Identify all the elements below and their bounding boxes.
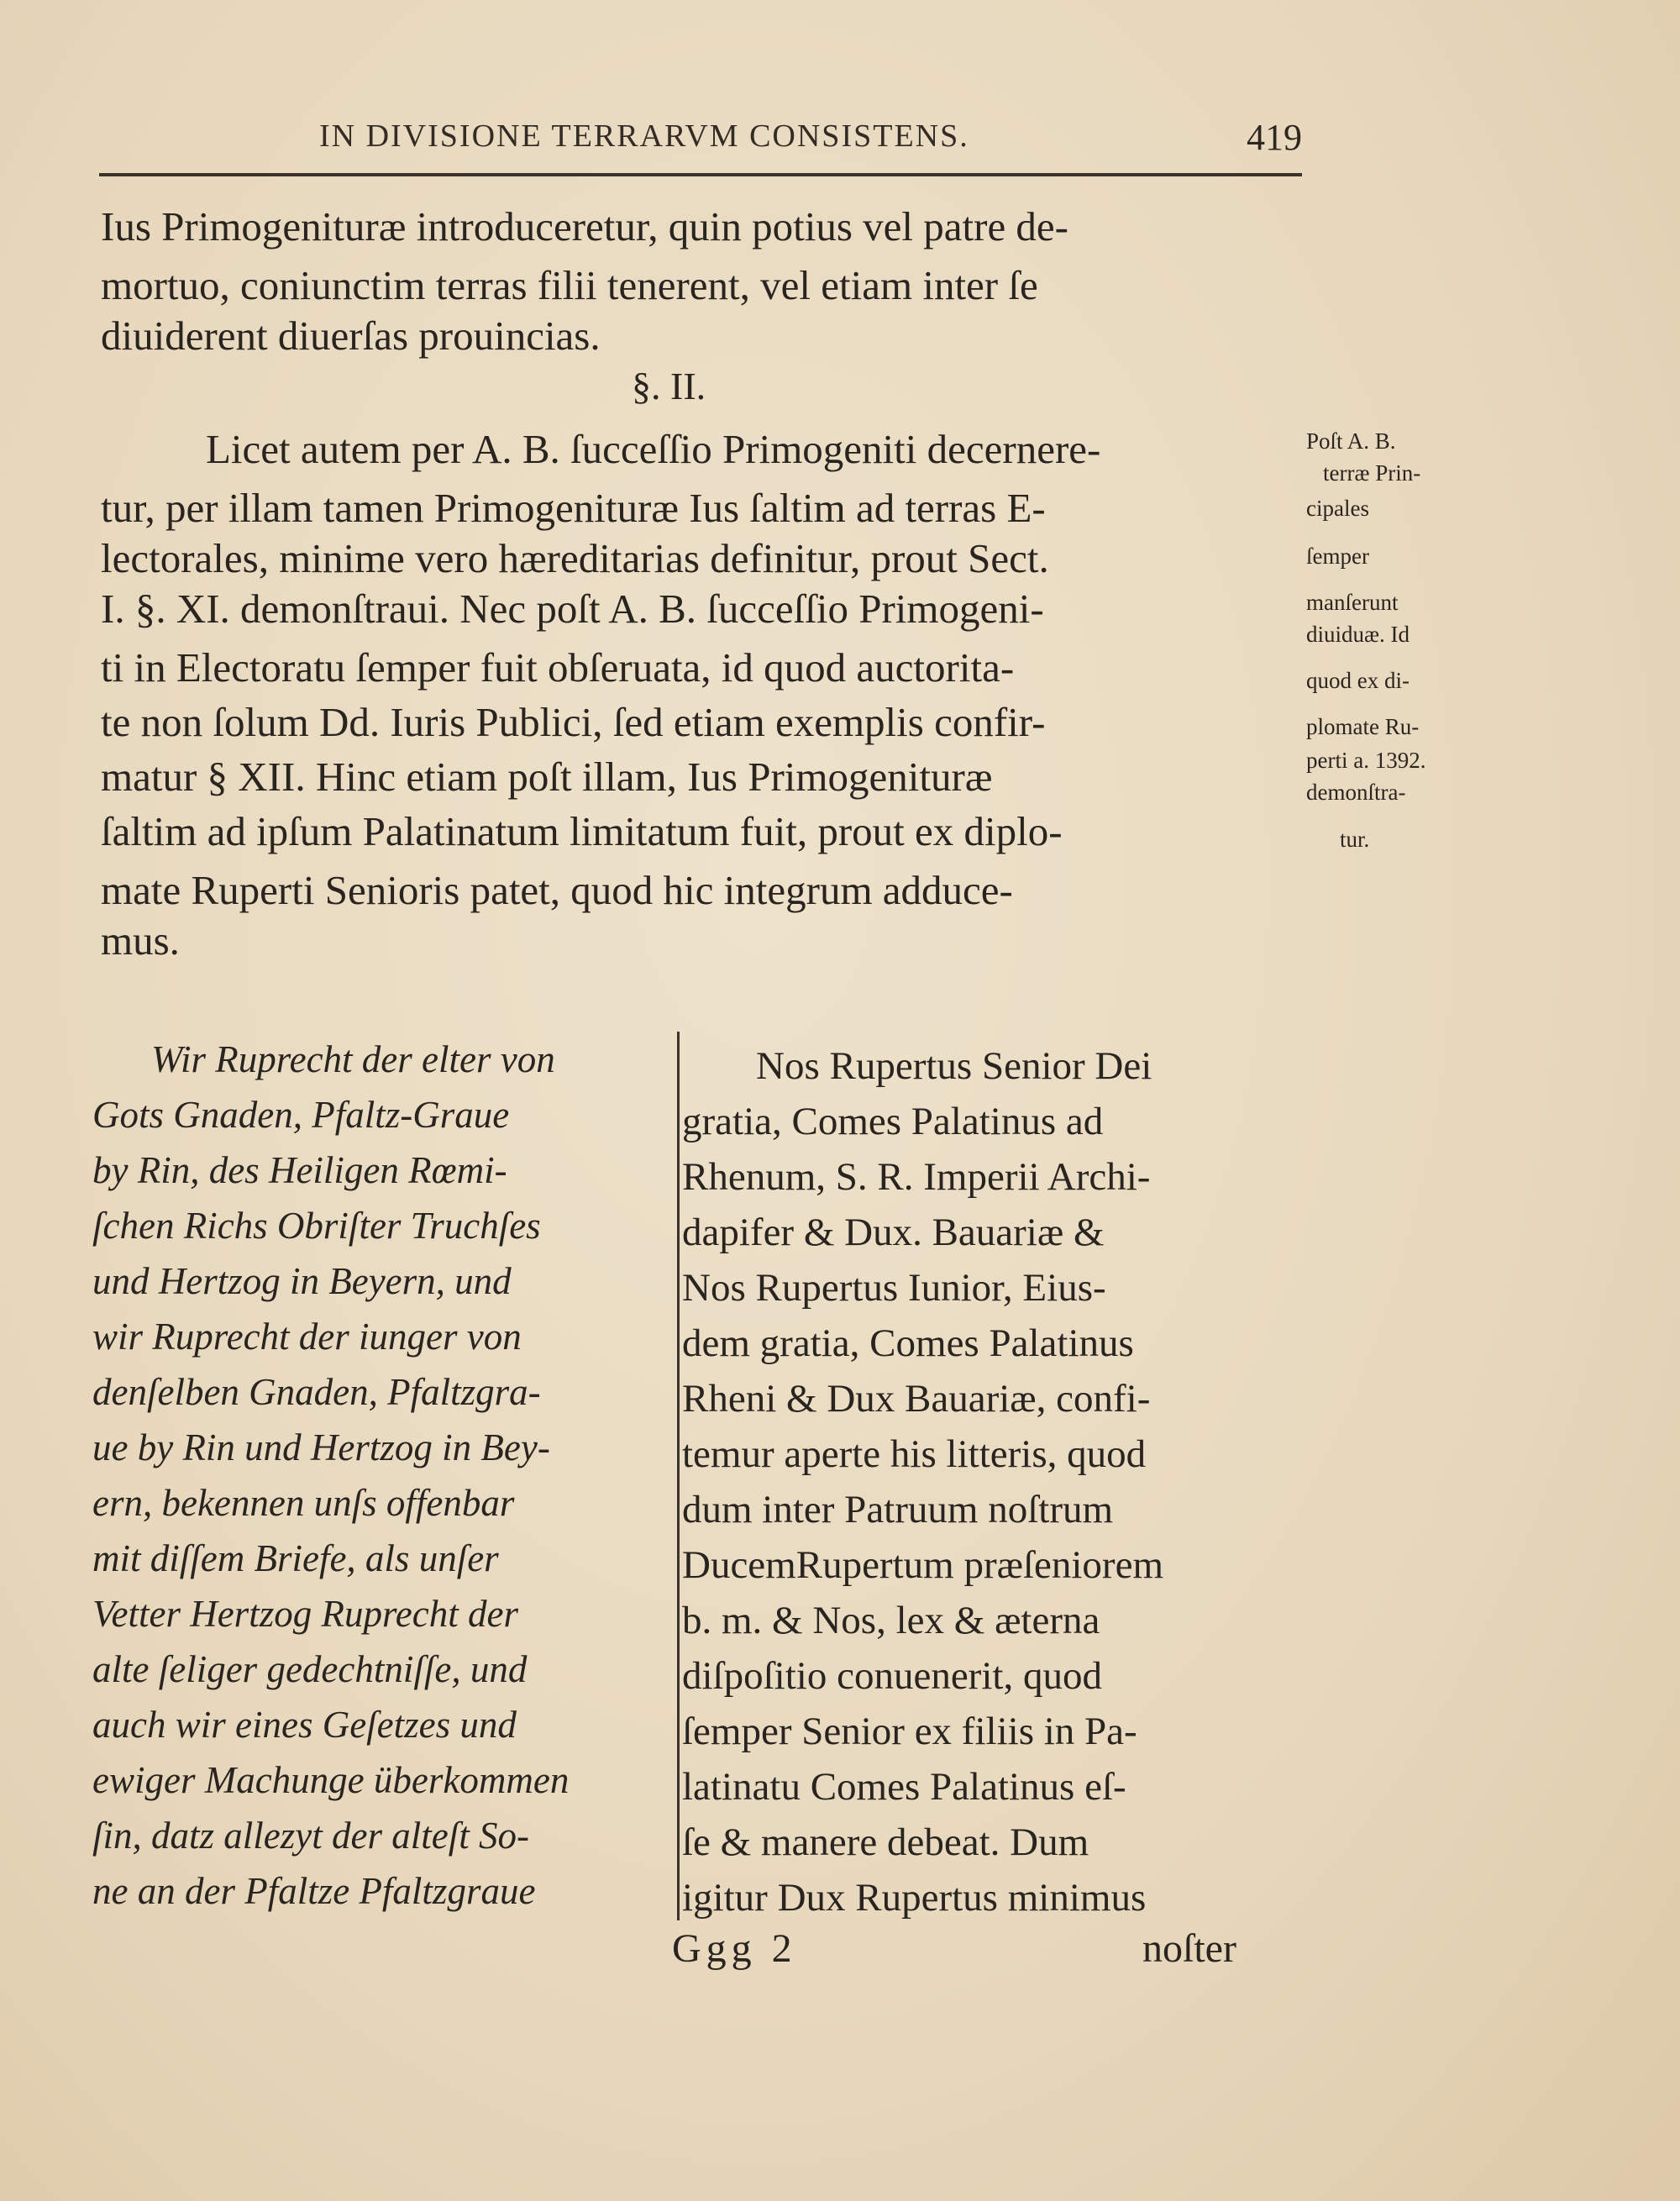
german-line: mit diſſem Briefe, als unſer (92, 1537, 499, 1579)
margin-note-line: cipales (1306, 496, 1369, 521)
text-line: te non ſolum Dd. Iuris Publici, ſed etiam exemplis confir- (101, 699, 1046, 745)
latin-line: gratia, Comes Palatinus ad (682, 1100, 1104, 1143)
header-rule (99, 173, 1302, 176)
text-line: ſaltim ad ipſum Palatinatum limitatum fuit, prout ex diplo- (101, 808, 1063, 854)
german-line: ern, bekennen unſs offenbar (92, 1482, 515, 1524)
margin-note-line: manſerunt (1306, 590, 1399, 615)
text-line: mus. (101, 917, 180, 964)
latin-line: DucemRupertum præſeniorem (682, 1543, 1163, 1587)
german-line: ue by Rin und Hertzog in Bey- (92, 1426, 550, 1468)
latin-line: latinatu Comes Palatinus eſ- (682, 1765, 1126, 1809)
page-number: 419 (1247, 117, 1302, 158)
margin-note-line: demonſtra- (1306, 780, 1406, 805)
margin-note-line: terræ Prin- (1323, 460, 1421, 486)
german-line: und Hertzog in Beyern, und (92, 1260, 512, 1302)
latin-line: Rhenum, S. R. Imperii Archi- (682, 1155, 1151, 1199)
latin-line: Nos Rupertus Iunior, Eius- (682, 1266, 1106, 1310)
german-line: Gots Gnaden, Pfaltz-Graue (92, 1094, 510, 1136)
german-line: ne an der Pfaltze Pfaltzgraue (92, 1870, 536, 1912)
german-line: wir Ruprecht der iunger von (92, 1316, 522, 1358)
text-line: Licet autem per A. B. ſucceſſio Primogeniti decernere- (206, 426, 1101, 472)
latin-line: ſe & manere debeat. Dum (682, 1820, 1089, 1864)
text-line: tur, per illam tamen Primogenituræ Ius ſaltim ad terras E- (101, 485, 1046, 531)
latin-line: dapifer & Dux. Bauariæ & (682, 1211, 1105, 1254)
margin-note-line: Poſt A. B. (1306, 428, 1396, 454)
text-line: I. §. XI. demonſtraui. Nec poſt A. B. ſucceſſio Primogeni- (101, 586, 1044, 632)
text-line: lectorales, minime vero hæreditarias definitur, prout Sect. (101, 535, 1049, 581)
german-line: Vetter Hertzog Ruprecht der (92, 1593, 518, 1635)
running-head: IN DIVISIONE TERRARVM CONSISTENS. (319, 118, 969, 154)
latin-line: ſemper Senior ex filiis in Pa- (682, 1710, 1137, 1753)
catchword: noſter (1142, 1926, 1236, 1971)
latin-line: dem gratia, Comes Palatinus (682, 1321, 1134, 1365)
text-line: diuiderent diuerſas prouincias. (101, 313, 601, 359)
margin-note-line: diuiduæ. Id (1306, 622, 1410, 647)
margin-note-line: tur. (1340, 827, 1370, 852)
margin-note-line: ſemper (1306, 544, 1369, 569)
german-line: alte ſeliger gedechtniſſe, und (92, 1648, 528, 1690)
latin-line: dum inter Patruum noſtrum (682, 1488, 1114, 1531)
latin-line: Rheni & Dux Bauariæ, confi- (682, 1377, 1151, 1421)
signature-mark: Ggg 2 (672, 1926, 797, 1971)
german-line: denſelben Gnaden, Pfaltzgra- (92, 1371, 541, 1413)
text-line: mate Ruperti Senioris patet, quod hic integrum adduce- (101, 867, 1013, 913)
margin-note-line: perti a. 1392. (1306, 748, 1426, 773)
german-line: Wir Ruprecht der elter von (151, 1038, 555, 1080)
margin-note-line: quod ex di- (1306, 668, 1410, 693)
page-header (319, 118, 1302, 168)
text-line: Ius Primogenituræ introduceretur, quin potius vel patre de- (101, 203, 1069, 250)
section-heading: §. II. (632, 365, 706, 407)
latin-line: b. m. & Nos, lex & æterna (682, 1599, 1100, 1642)
text-line: mortuo, coniunctim terras filii tenerent, vel etiam inter ſe (101, 262, 1038, 308)
german-line: ſchen Richs Obriſter Truchſes (92, 1205, 541, 1247)
column-divider (677, 1032, 680, 1920)
german-line: by Rin, des Heiligen Rœmi- (92, 1149, 507, 1191)
latin-line: Nos Rupertus Senior Dei (756, 1044, 1152, 1088)
latin-line: temur aperte his litteris, quod (682, 1432, 1147, 1476)
latin-line: igitur Dux Rupertus minimus (682, 1876, 1147, 1920)
text-line: matur § XII. Hinc etiam poſt illam, Ius Primogenituræ (101, 754, 993, 800)
german-line: auch wir eines Geſetzes und (92, 1704, 517, 1746)
german-line: ſin, datz allezyt der alteſt So- (92, 1815, 529, 1857)
text-line: ti in Electoratu ſemper fuit obſeruata, id quod auctorita- (101, 644, 1015, 691)
german-line: ewiger Machunge überkommen (92, 1759, 570, 1801)
latin-line: diſpoſitio conuenerit, quod (682, 1654, 1102, 1698)
margin-note-line: plomate Ru- (1306, 714, 1420, 739)
